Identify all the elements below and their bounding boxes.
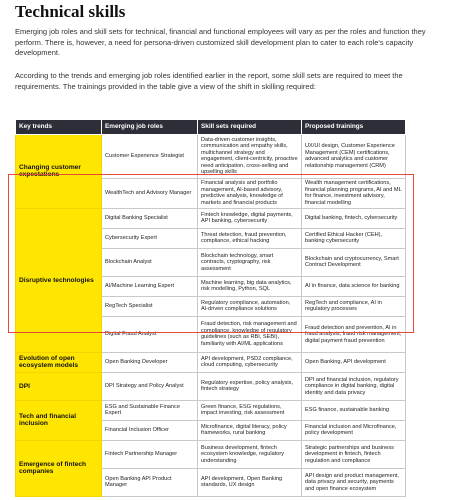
trainings-cell: Fraud detection and prevention, AI in fraud analysis, fraud risk management, digital payment fraud prevention bbox=[302, 316, 406, 352]
trainings-cell: RegTech and compliance, AI in regulatory processes bbox=[302, 296, 406, 316]
skills-cell: Fintech knowledge, digital payments, API banking, cybersecurity bbox=[198, 208, 302, 228]
table-row bbox=[16, 352, 406, 372]
trainings-cell: Blockchain and cryptocurrency, Smart Contract Development bbox=[302, 248, 406, 276]
table-row bbox=[16, 440, 406, 468]
skills-cell: Data-driven customer insights, communication and empathy skills, multichannel strategy and engagement, client-centricity, proactive need anticipation, cross-selling and upselling skills bbox=[198, 135, 302, 179]
role-cell: WealthTech and Advisory Manager bbox=[102, 178, 198, 208]
intro-paragraph-2: According to the trends and emerging job roles identified earlier in the report, some skill sets are required to meet the requirements. The trainings provided in the table give a view of the shift in skilling required: bbox=[15, 71, 403, 91]
table-header-row bbox=[16, 120, 406, 135]
trend-cell: Disruptive technologies bbox=[16, 208, 102, 352]
role-cell: Digital Banking Specialist bbox=[102, 208, 198, 228]
trainings-cell: Digital banking, fintech, cybersecurity bbox=[302, 208, 406, 228]
header-skill-sets: Skill sets required bbox=[198, 120, 302, 135]
table-row bbox=[16, 400, 406, 420]
trainings-cell: ESG finance, sustainable banking bbox=[302, 400, 406, 420]
skills-cell: API development, Open Banking standards, UX design bbox=[198, 468, 302, 496]
skills-cell: Financial analysis and portfolio management, AI-based advisory, predictive analysis, knowledge of markets and financial products bbox=[198, 178, 302, 208]
role-cell: ESG and Sustainable Finance Expert bbox=[102, 400, 198, 420]
role-cell: Fintech Partnership Manager bbox=[102, 440, 198, 468]
trainings-cell: Strategic partnerships and business development in fintech, fintech regulation and compliance bbox=[302, 440, 406, 468]
trainings-cell: DPI and financial inclusion, regulatory compliance in digital banking, digital identity and data privacy bbox=[302, 372, 406, 400]
trend-cell: Evolution of open ecosystem models bbox=[16, 352, 102, 372]
table-row bbox=[16, 372, 406, 400]
skills-cell: Microfinance, digital literacy, policy frameworks, rural banking bbox=[198, 420, 302, 440]
skills-cell: Blockchain technology, smart contracts, cryptography, risk assessment bbox=[198, 248, 302, 276]
skills-cell: Fraud detection, risk management and compliance, knowledge of regulatory guidelines (such as RBI, SEBI), familiarity with AI/ML applications bbox=[198, 316, 302, 352]
role-cell: Cybersecurity Expert bbox=[102, 228, 198, 248]
role-cell: Open Banking Developer bbox=[102, 352, 198, 372]
skills-cell: Regulatory expertise, policy analysis, fintech strategy bbox=[198, 372, 302, 400]
skills-cell: Regulatory compliance, automation, AI-driven compliance solutions bbox=[198, 296, 302, 316]
skills-cell: Business development, fintech ecosystem knowledge, regulatory understanding bbox=[198, 440, 302, 468]
trend-cell: Tech and financial inclusion bbox=[16, 400, 102, 440]
role-cell: Customer Experience Strategist bbox=[102, 135, 198, 179]
role-cell: DPI Strategy and Policy Analyst bbox=[102, 372, 198, 400]
role-cell: Open Banking API Product Manager bbox=[102, 468, 198, 496]
intro-paragraph-1: Emerging job roles and skill sets for technical, financial and functional employees will vary as per the roles and function they perform. There is, however, a need for persona-driven customized skill development plan to cater to each role's capacity development. bbox=[15, 27, 426, 57]
header-emerging-roles: Emerging job roles bbox=[102, 120, 198, 135]
trend-cell: Changing customer expectations bbox=[16, 135, 102, 209]
role-cell: Financial Inclusion Officer bbox=[102, 420, 198, 440]
trainings-cell: Open Banking, API development bbox=[302, 352, 406, 372]
role-cell: Blockchain Analyst bbox=[102, 248, 198, 276]
skills-cell: Green finance, ESG regulations, impact investing, risk assessment bbox=[198, 400, 302, 420]
trainings-cell: API design and product management, data privacy and security, payments and open finance ecosystem bbox=[302, 468, 406, 496]
role-cell: AI/Machine Learning Expert bbox=[102, 276, 198, 296]
trend-cell: DPI bbox=[16, 372, 102, 400]
skills-cell: API development, PSD2 compliance, cloud computing, cybersecurity bbox=[198, 352, 302, 372]
role-cell: RegTech Specialist bbox=[102, 296, 198, 316]
header-proposed-trainings: Proposed trainings bbox=[302, 120, 406, 135]
trainings-cell: Financial inclusion and Microfinance, policy development bbox=[302, 420, 406, 440]
skills-cell: Machine learning, big data analytics, risk modelling, Python, SQL bbox=[198, 276, 302, 296]
trainings-cell: Wealth management certifications, financial planning programs, AI and ML for finance, investment advisory, financial modelling bbox=[302, 178, 406, 208]
section-title: Technical skills bbox=[15, 2, 126, 21]
table-row bbox=[16, 135, 406, 179]
skills-cell: Threat detection, fraud prevention, compliance, ethical hacking bbox=[198, 228, 302, 248]
trainings-cell: Certified Ethical Hacker (CEH), banking cybersecurity bbox=[302, 228, 406, 248]
trainings-cell: AI in finance, data science for banking bbox=[302, 276, 406, 296]
role-cell: Digital Fraud Analyst bbox=[102, 316, 198, 352]
trainings-cell: UX/UI design, Customer Experience Management (CEM) certifications, advanced analytics and customer relationship management (CRM) bbox=[302, 135, 406, 179]
header-key-trends: Key trends bbox=[16, 120, 102, 135]
trend-cell: Emergence of fintech companies bbox=[16, 440, 102, 496]
red-highlight-annotation bbox=[8, 174, 414, 333]
